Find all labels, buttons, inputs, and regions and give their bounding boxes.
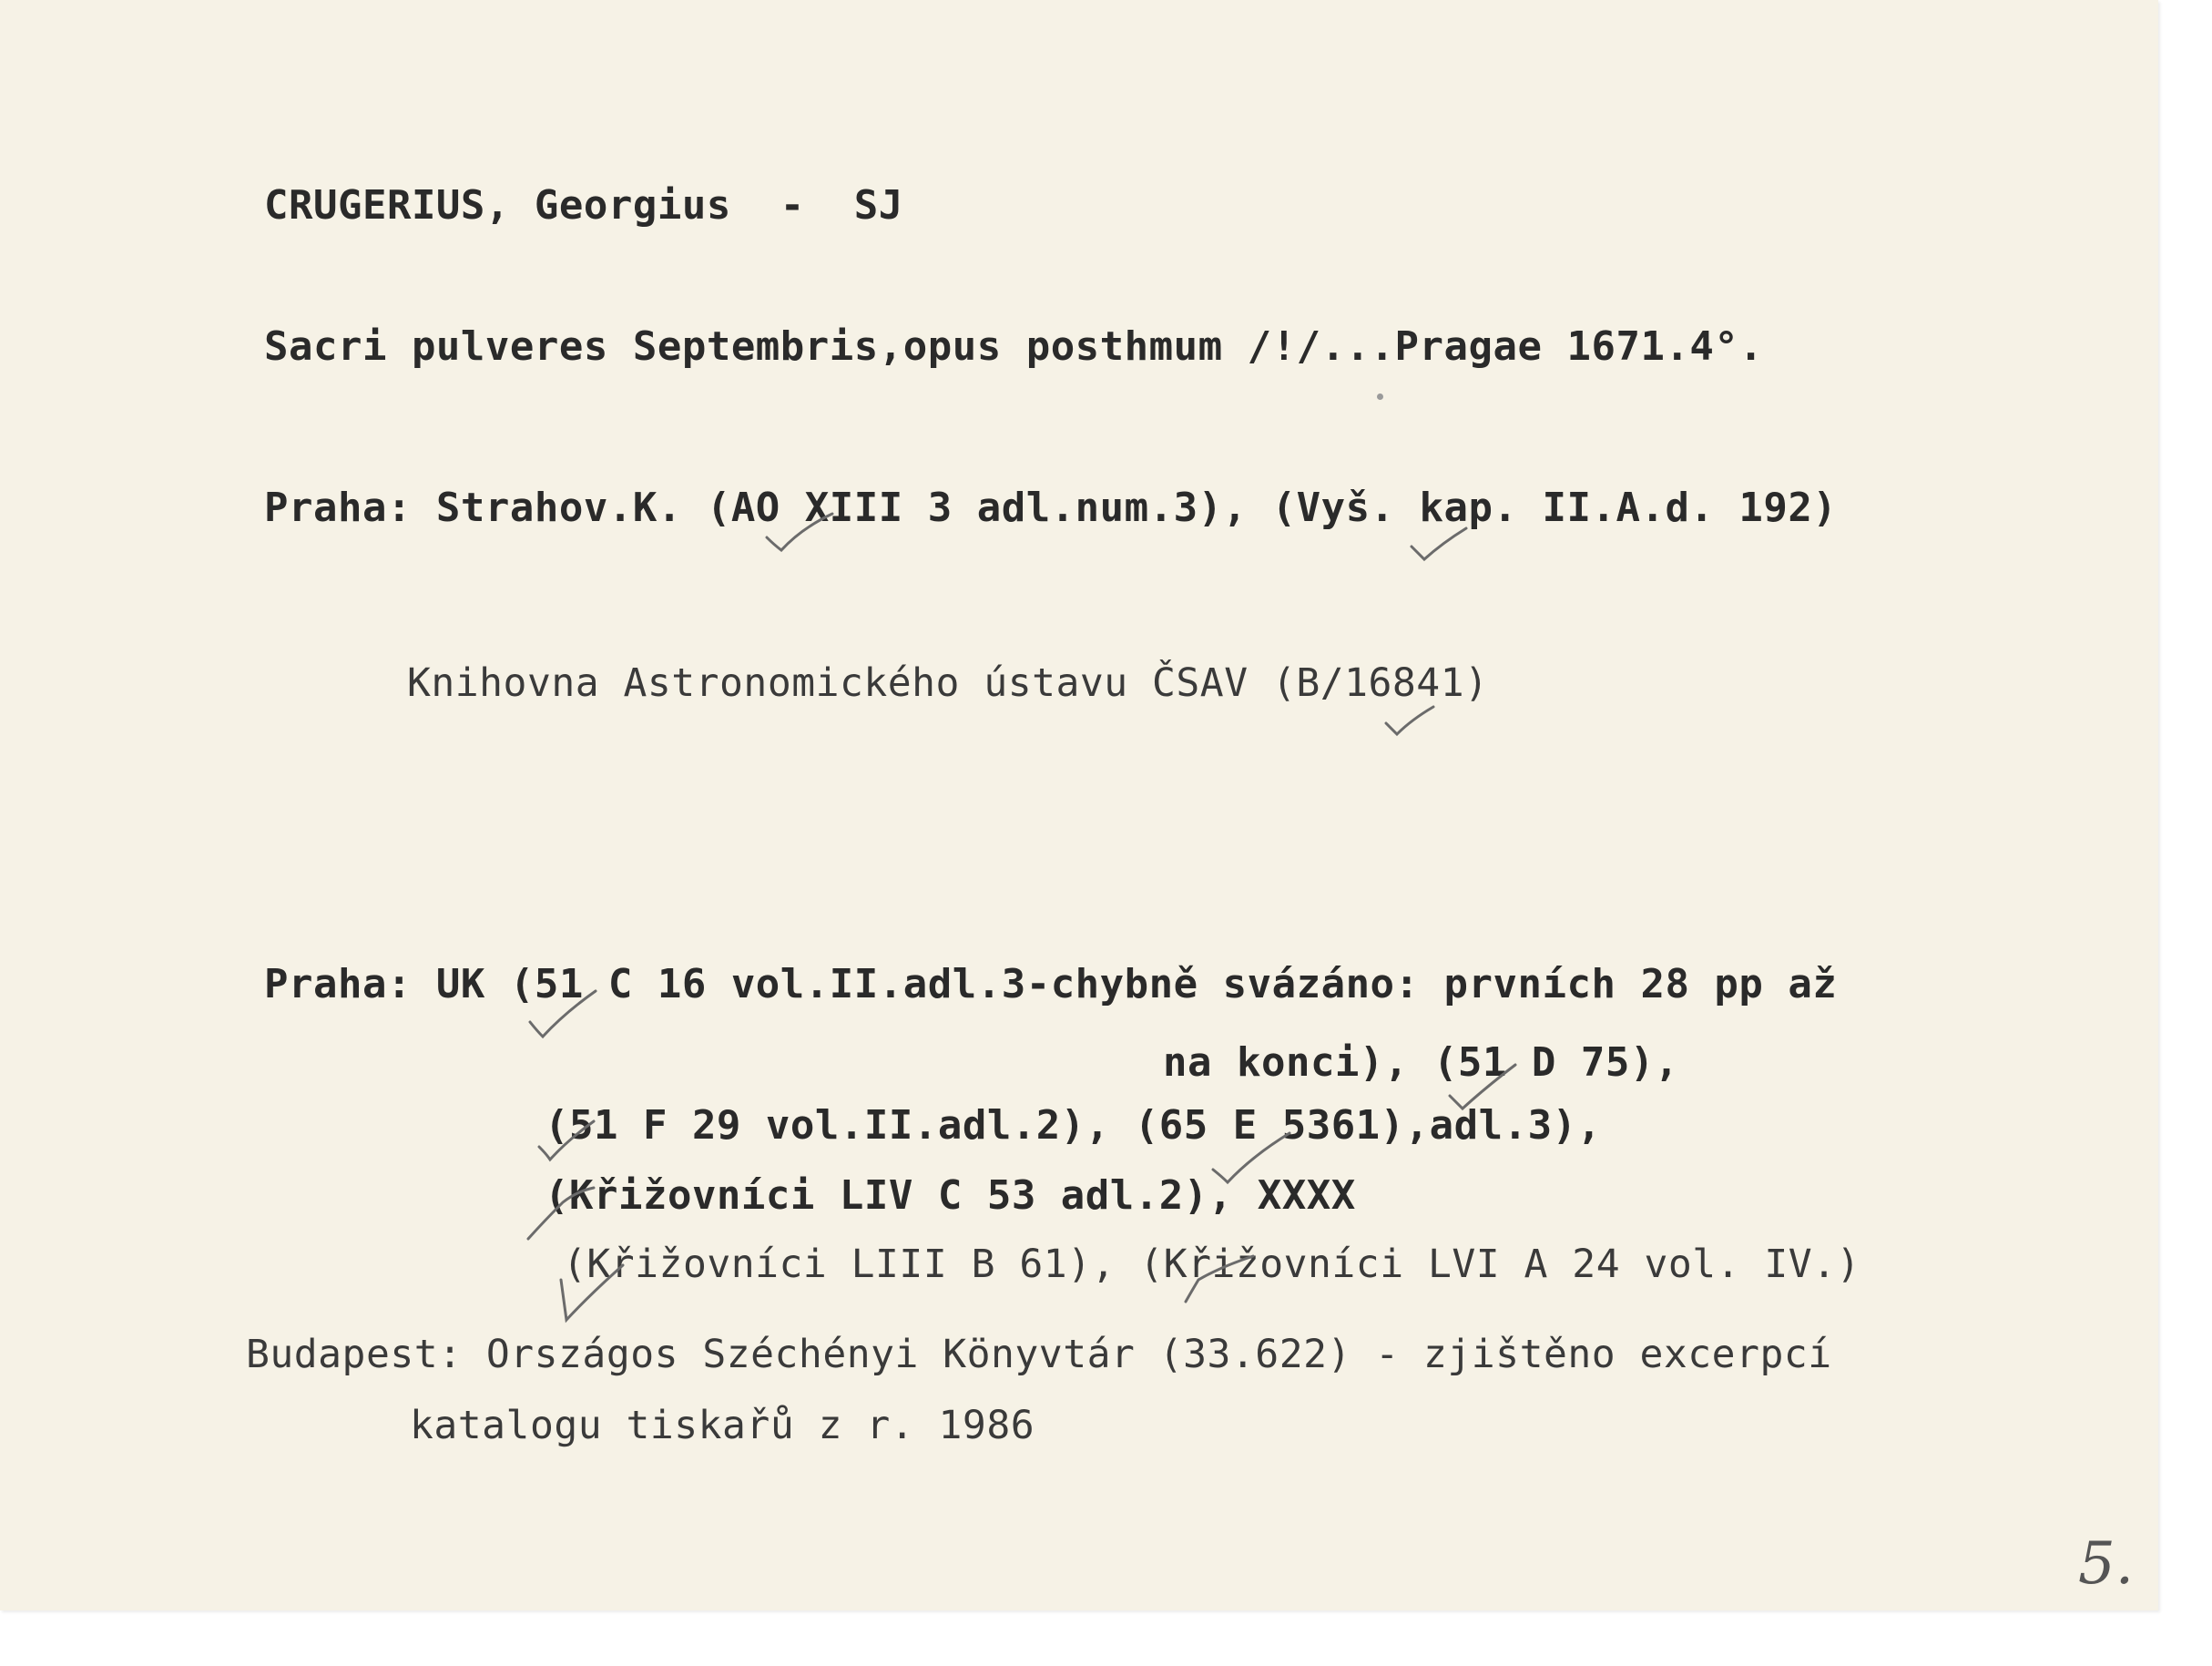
title-line: Sacri pulveres Septembris,opus posthmum /!/...Pragae 1671.4°. (264, 323, 1764, 370)
ink-dot (1377, 394, 1383, 400)
uk-holding-line-5: (Křižovníci LIII B 61), (Křižovníci LVI A 24 vol. IV.) (563, 1242, 1860, 1287)
page-number: 5. (2078, 1530, 2135, 1598)
checkmark-icon (526, 1184, 599, 1248)
checkmark-icon (554, 1262, 627, 1325)
checkmark-icon (1184, 1252, 1257, 1307)
uk-holding-line-2: na konci), (51 D 75), (1163, 1039, 1679, 1086)
checkmark-icon (528, 986, 601, 1040)
checkmark-icon (1410, 519, 1473, 565)
uk-holding-line-4: (Křižovníci LIV C 53 adl.2), XXXX (545, 1172, 1356, 1219)
author-line: CRUGERIUS, Georgius - SJ (264, 182, 903, 229)
uk-holding-line-1: Praha: UK (51 C 16 vol.II.adl.3-chybně svázáno: prvních 28 pp až (264, 961, 1838, 1007)
checkmark-icon (1448, 1061, 1521, 1111)
strahov-holding-line: Praha: Strahov.K. (AO XIII 3 adl.num.3), (Vyš. kap. II.A.d. 192) (264, 485, 1838, 531)
checkmark-icon (1384, 701, 1439, 738)
checkmark-icon (537, 1116, 601, 1161)
budapest-holding-line-2: katalogu tiskařů z r. 1986 (410, 1403, 1035, 1448)
budapest-holding-line-1: Budapest: Országos Széchényi Könyvtár (33.622) - zjištěno excerpcí (246, 1332, 1832, 1377)
checkmark-icon (1211, 1129, 1293, 1184)
uk-holding-line-3: (51 F 29 vol.II.adl.2), (65 E 5361),adl.3), (545, 1102, 1602, 1149)
astronomical-institute-holding-line: Knihovna Astronomického ústavu ČSAV (B/16841) (407, 660, 1489, 706)
checkmark-icon (765, 510, 838, 556)
